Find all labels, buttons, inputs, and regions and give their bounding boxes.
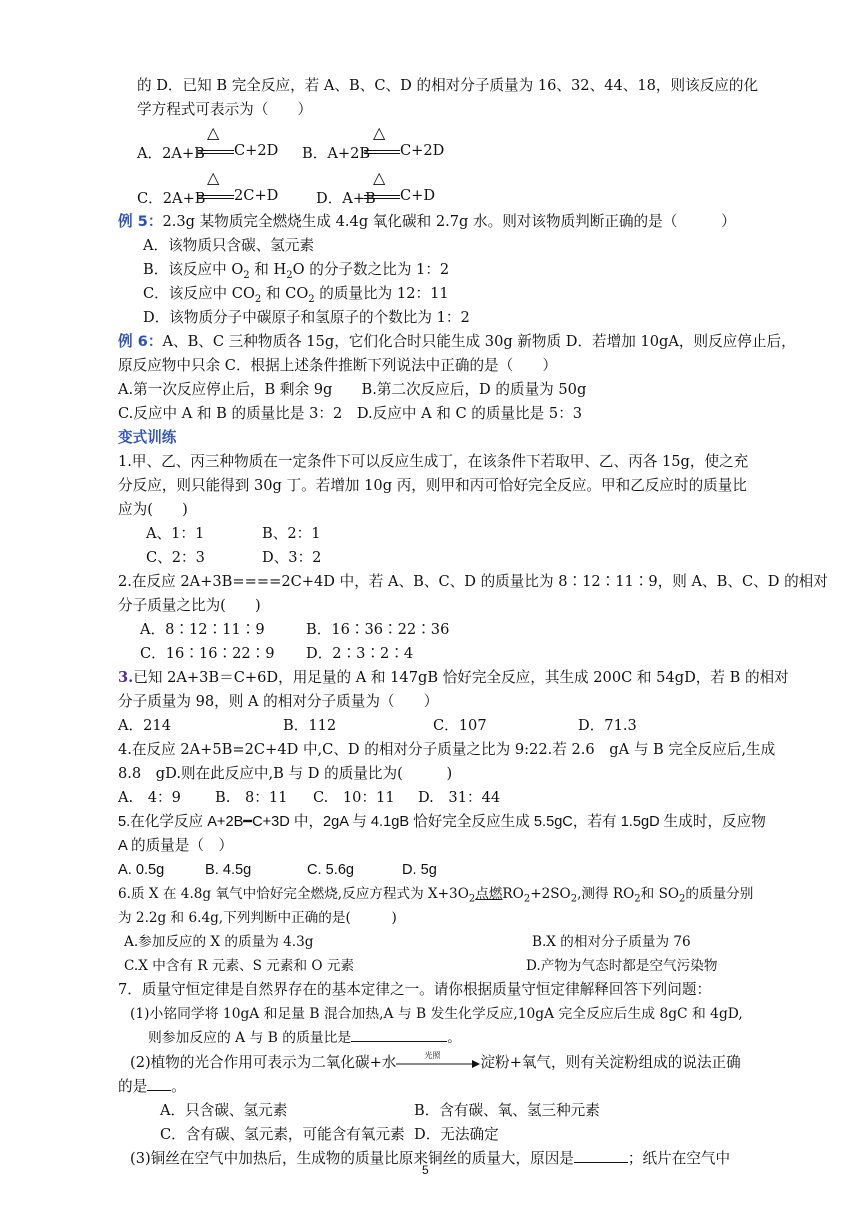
q2-option-a: A．8∶12∶11∶9 xyxy=(140,621,265,638)
example-5-option-a: A．该物质只含碳、氢元素 xyxy=(143,237,315,254)
q2-text: 分子质量之比为( ) xyxy=(118,597,261,614)
option-a: A．2A+B xyxy=(137,145,205,162)
reaction-arrow-icon: 光照 xyxy=(396,1055,480,1071)
q3-option-b: B．112 xyxy=(283,717,337,734)
example-6-stem-2: 原反应物中只余 C．根据上述条件推断下列说法中正确的是（ ） xyxy=(118,357,558,374)
equation-double-line xyxy=(364,195,400,199)
q1-option-b: B、2：1 xyxy=(262,525,321,542)
heat-triangle-icon: △ xyxy=(373,168,386,187)
q1-option-a: A、1：1 xyxy=(146,525,205,542)
q3-text: 分子质量为 98，则 A 的相对分子质量为（ ） xyxy=(118,693,439,710)
q7-sub3: (3)铜丝在空气中加热后，生成物的质量比原来铜丝的质量大，原因是 ；纸片在空气中 xyxy=(130,1150,731,1167)
answer-blank[interactable] xyxy=(574,1162,628,1163)
example-5-stem: 例 5：2.3g 某物质完全燃烧生成 4.4g 氧化碳和 2.7g 水。则对该物质判断正确的是（ ） xyxy=(118,213,736,230)
q7-option-d: D．无法确定 xyxy=(414,1126,499,1143)
example-5-option-b: B．该反应中 $O_2$ 和 $H_2O$ 的分子数之比为 1：2 xyxy=(143,261,450,281)
q6-option-c: C.X 中含有 R 元素、S 元素和 O 元素 xyxy=(124,958,355,974)
example-5-option-c: C．该反应中 $CO_2$ 和 $CO_2$ 的质量比为 12：11 xyxy=(143,285,449,305)
q1-text: 应为( ) xyxy=(118,501,188,518)
equation-double-line xyxy=(198,150,234,154)
q2-option-d: D．2∶3∶2∶4 xyxy=(306,645,414,662)
q5-option-a: A. 0.5g xyxy=(118,862,165,878)
q6-option-d: D.产物为气态时都是空气污染物 xyxy=(526,958,718,974)
answer-blank[interactable] xyxy=(147,1090,171,1091)
q7-sub2-line2: 的是 。 xyxy=(118,1078,186,1095)
page-number: 5 xyxy=(422,1163,429,1177)
example-5-option-d: D．该物质分子中碳原子和氢原子的个数比为 1：2 xyxy=(143,309,470,326)
option-d: D．A+B xyxy=(316,190,376,207)
q7-text: 7．质量守恒定律是自然界存在的基本定律之一。请你根据质量守恒定律解释回答下列问题： xyxy=(118,981,712,998)
q7-sub1-line2: 则参加反应的 A 与 B 的质量比是 。 xyxy=(148,1030,462,1046)
q4-option-c: C. 10：11 xyxy=(313,789,395,806)
option-b: B．A+2B xyxy=(302,145,371,162)
q2-text: 2.在反应 2A+3B====2C+4D 中，若 A、B、C、D 的质量比为 8∶12∶11∶9，则 A、B、C、D 的相对 xyxy=(118,573,828,590)
ignition-condition: 点燃 xyxy=(475,886,503,902)
example-5-label: 例 5： xyxy=(118,213,163,230)
example-6-options-1: A.第一次反应停止后，B 剩余 9g B.第二次反应后，D 的质量为 50g xyxy=(118,381,587,398)
q4-option-d: D. 31：44 xyxy=(418,789,501,806)
q1-option-c: C、2：3 xyxy=(146,549,205,566)
question-text: 的 D．已知 B 完全反应，若 A、B、C、D 的相对分子质量为 16、32、44、18，则该反应的化 xyxy=(137,77,759,94)
q7-option-c: C．含有碳、氢元素，可能含有氧元素 xyxy=(160,1126,405,1143)
option-d-right: C+D xyxy=(400,187,436,204)
q7-sub1: (1)小铭同学将 10gA 和足量 B 混合加热,A 与 B 发生化学反应,10gA 完全反应后生成 8gC 和 4gD, xyxy=(130,1006,743,1022)
q5-text: A 的质量是（ ） xyxy=(118,838,234,854)
q7-sub2: (2)植物的光合作用可表示为二氧化碳+水 光照 淀粉+氧气，则有关淀粉组成的说法正确 xyxy=(130,1051,741,1071)
q4-option-b: B. 8：11 xyxy=(215,789,288,806)
q1-text: 分反应，则只能得到 30g 丁。若增加 10g 丙，则甲和丙可恰好完全反应。甲和乙反应时的质量比 xyxy=(118,477,747,494)
q1-text: 1.甲、乙、丙三种物质在一定条件下可以反应生成丁，在该条件下若取甲、乙、丙各 15g，使之充 xyxy=(118,453,749,470)
q3-option-d: D．71.3 xyxy=(578,717,637,734)
q2-option-b: B．16∶36∶22∶36 xyxy=(306,621,450,638)
example-6-options-2: C.反应中 A 和 B 的质量比是 3：2 D.反应中 A 和 C 的质量比是 5：3 xyxy=(118,405,583,422)
option-b-right: C+2D xyxy=(400,142,445,159)
q5-text: 5.在化学反应 A+2B━C+3D 中，2gA 与 4.1gB 恰好完全反应生成 5.5gC，若有 1.5gD 生成时，反应物 xyxy=(118,814,766,830)
q6-option-b: B.X 的相对分子质量为 76 xyxy=(532,934,691,950)
heat-triangle-icon: △ xyxy=(373,123,386,142)
q7-option-b: B．含有碳、氧、氢三种元素 xyxy=(414,1102,600,1119)
section-title: 变式训练 xyxy=(118,429,177,446)
answer-blank[interactable] xyxy=(351,1041,447,1042)
option-c: C．2A+B xyxy=(137,190,206,207)
heat-triangle-icon: △ xyxy=(207,168,220,187)
q7-option-a: A．只含碳、氢元素 xyxy=(160,1102,288,1119)
q2-option-c: C．16∶16∶22∶9 xyxy=(140,645,275,662)
example-6-label: 例 6： xyxy=(118,333,163,350)
equation-double-line xyxy=(364,150,400,154)
q4-text: 8.8 gD.则在此反应中,B 与 D 的质量比为( ) xyxy=(118,765,453,782)
q5-option-c: C. 5.6g xyxy=(307,862,355,878)
example-6-stem: 例 6：A、B、C 三种物质各 15g，它们化合时只能生成 30g 新物质 D．若增加 10gA，则反应停止后， xyxy=(118,333,796,350)
q4-text: 4.在反应 2A+5B=2C+4D 中,C、D 的相对分子质量之比为 9:22.若 2.6 gA 与 B 完全反应后,生成 xyxy=(118,741,776,758)
heat-triangle-icon: △ xyxy=(207,123,220,142)
q6-option-a: A.参加反应的 X 的质量为 4.3g xyxy=(124,934,314,950)
q1-option-d: D、3：2 xyxy=(262,549,322,566)
q6-text: 6.质 X 在 4.8g 氧气中恰好完全燃烧,反应方程式为 $X+3O_2$点燃$RO_2+2SO_2$,测得 $RO_2$和 $SO_2$的质量分别 xyxy=(118,886,754,905)
q6-text: 为 2.2g 和 6.4g,下列判断中正确的是( ) xyxy=(118,910,397,926)
question-text: 学方程式可表示为（ ） xyxy=(137,101,313,118)
q5-option-d: D. 5g xyxy=(402,862,437,878)
equation-double-line xyxy=(198,195,234,199)
q3-option-a: A．214 xyxy=(118,717,171,734)
q3-option-c: C．107 xyxy=(433,717,487,734)
option-c-right: 2C+D xyxy=(234,187,279,204)
q5-option-b: B. 4.5g xyxy=(205,862,252,878)
q4-option-a: A. 4：9 xyxy=(118,789,181,806)
q3-text: 3.已知 2A+3B＝C+6D，用足量的 A 和 147gB 恰好完全反应，其生成 200C 和 54gD，若 B 的相对 xyxy=(118,669,789,686)
option-a-right: C+2D xyxy=(234,142,279,159)
